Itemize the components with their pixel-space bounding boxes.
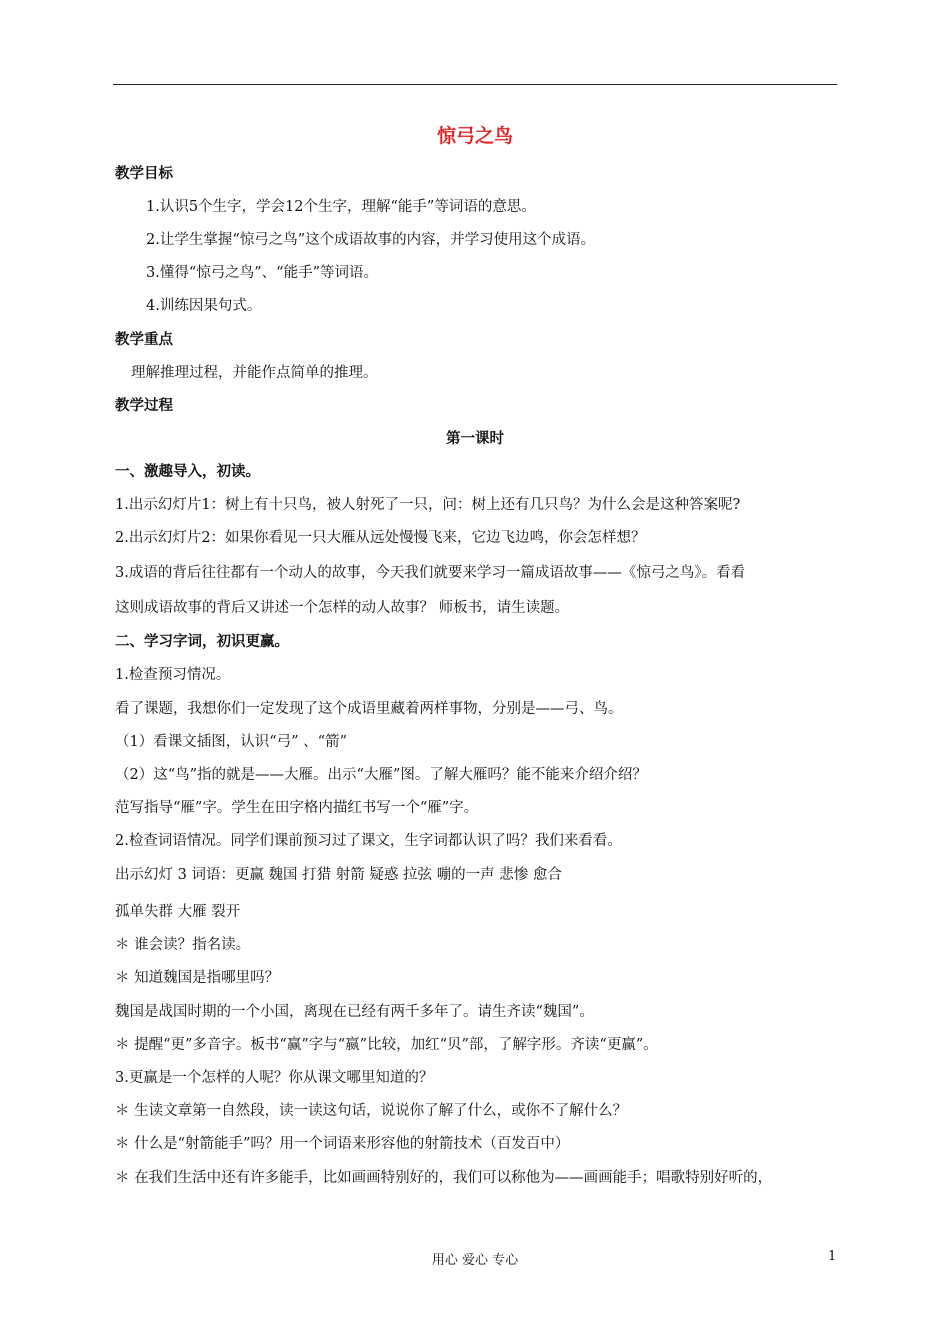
section2-line: ＊ 什么是“射箭能手”吗？用一个词语来形容他的射箭技术（百发百中）	[115, 1136, 570, 1152]
page-number: 1	[828, 1249, 837, 1264]
section2-line: ＊ 生读文章第一自然段，读一读这句话，说说你了解了什么，或你不了解什么？	[115, 1103, 628, 1119]
section1-line: 3.成语的背后往往都有一个动人的故事，今天我们就要来学习一篇成语故事——《惊弓之鸟》。看看	[115, 565, 746, 581]
header-rule	[113, 84, 837, 85]
goal-item: 4.训练因果句式。	[146, 298, 262, 314]
document-title: 惊弓之鸟	[436, 125, 513, 147]
section2-heading: 二、学习字词，初识更赢。	[115, 634, 289, 650]
focus-text: 理解推理过程，并能作点简单的推理。	[131, 365, 378, 381]
section2-line: 2.检查词语情况。同学们课前预习过了课文，生字词都认识了吗？我们来看看。	[115, 833, 622, 849]
section2-line: ＊ 在我们生活中还有许多能手，比如画画特别好的，我们可以称他为——画画能手；唱歌特别好听的，	[115, 1170, 773, 1186]
focus-heading: 教学重点	[115, 332, 173, 348]
section2-line: 1.检查预习情况。	[115, 667, 231, 683]
section2-line: ＊ 谁会读？指名读。	[115, 937, 251, 953]
section2-line: 看了课题，我想你们一定发现了这个成语里藏着两样事物，分别是——弓、鸟。	[115, 701, 623, 717]
goal-item: 2.让学生掌握“惊弓之鸟”这个成语故事的内容，并学习使用这个成语。	[146, 232, 596, 248]
section2-line: ＊ 知道魏国是指哪里吗？	[115, 970, 280, 986]
section2-line: 孤单失群 大雁 裂开	[115, 904, 241, 920]
section2-line: （1）看课文插图，认识“弓” 、“箭”	[115, 734, 347, 750]
section2-line: 魏国是战国时期的一个小国，离现在已经有两千多年了。请生齐读“魏国”。	[115, 1004, 594, 1020]
section2-line: 出示幻灯 3 词语：更赢 魏国 打猎 射箭 疑惑 拉弦 嘣的一声 悲惨 愈合	[115, 867, 562, 883]
section1-line: 1.出示幻灯片1：树上有十只鸟，被人射死了一只，问：树上还有几只鸟？为什么会是这种答案呢?	[115, 497, 741, 513]
lesson-title: 第一课时	[446, 431, 504, 447]
page-footer: 用心 爱心 专心	[431, 1253, 519, 1268]
section1-line: 2.出示幻灯片2：如果你看见一只大雁从远处慢慢飞来，它边飞边鸣，你会怎样想？	[115, 530, 646, 546]
section2-line: ＊ 提醒“更”多音字。板书“赢”字与“嬴”比较，加红“贝”部，了解字形。齐读“更赢”。	[115, 1037, 658, 1053]
section1-heading: 一、激趣导入，初读。	[115, 464, 260, 480]
goals-heading: 教学目标	[115, 166, 173, 182]
section2-line: 范写指导“雁”字。学生在田字格内描红书写一个“雁”字。	[115, 800, 479, 816]
process-heading: 教学过程	[115, 398, 173, 414]
section2-line: 3.更赢是一个怎样的人呢？你从课文哪里知道的？	[115, 1070, 434, 1086]
section2-line: （2）这“鸟”指的就是——大雁。出示“大雁”图。了解大雁吗？能不能来介绍介绍？	[115, 767, 647, 783]
goal-item: 3.懂得“惊弓之鸟”、“能手”等词语。	[146, 265, 378, 281]
section1-line: 这则成语故事的背后又讲述一个怎样的动人故事？ 师板书，请生读题。	[115, 600, 570, 616]
goal-item: 1.认识5个生字，学会12个生字，理解“能手”等词语的意思。	[146, 199, 536, 215]
